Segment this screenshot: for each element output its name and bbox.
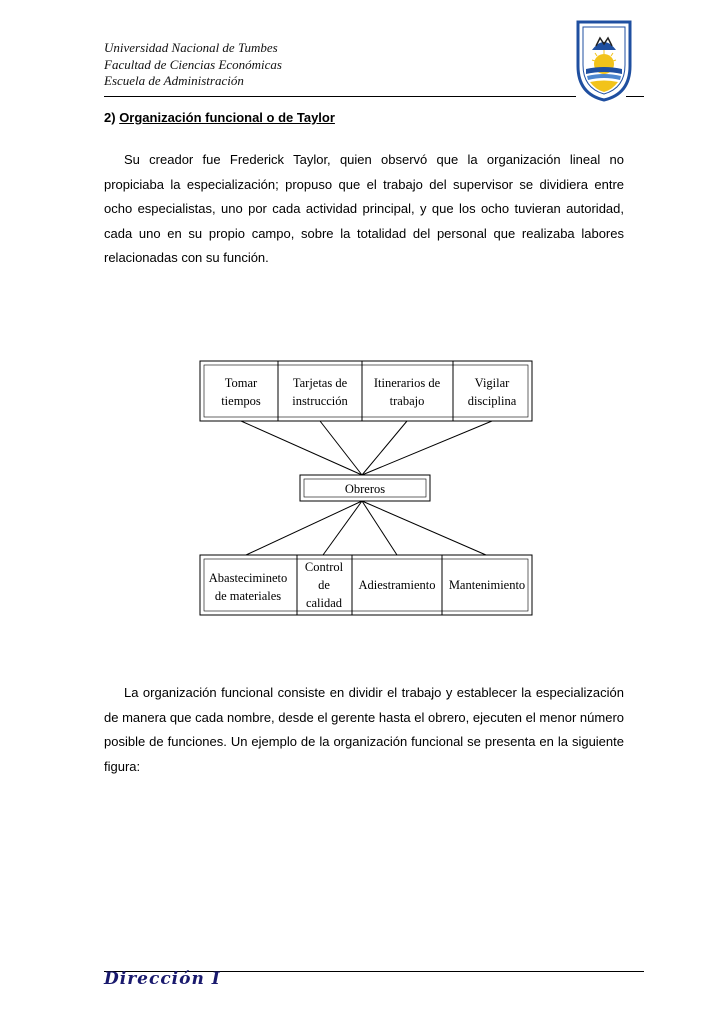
connector-lines-bottom: [246, 501, 486, 555]
box-itinerarios-line1: Itinerarios de: [373, 376, 441, 390]
box-obreros-label: Obreros: [344, 482, 386, 496]
box-tarjetas-line2: instrucción: [292, 394, 348, 408]
top-boxes: [200, 361, 532, 421]
box-vigilar-line2: disciplina: [467, 394, 517, 408]
box-control-line2: de: [318, 578, 330, 592]
box-abastecimiento-line1: Abastecimineto: [208, 571, 288, 585]
box-itinerarios-line2: trabajo: [389, 394, 425, 408]
functional-organization-diagram: [190, 355, 540, 620]
paragraph-taylor-intro: [104, 148, 624, 271]
section-number: 2): [104, 110, 116, 125]
header-university: Universidad Nacional de Tumbes: [104, 40, 278, 55]
connector-lines-top: [241, 421, 492, 475]
box-vigilar-line1: Vigilar: [474, 376, 510, 390]
box-abastecimiento-line2: de materiales: [214, 589, 282, 603]
box-control-line1: Control: [304, 560, 344, 574]
box-adiestramiento-label: Adiestramiento: [358, 578, 436, 592]
section-title: Organización funcional o de Taylor: [119, 110, 335, 125]
box-tomar-line2: tiempos: [221, 394, 261, 408]
university-seal-icon: [574, 14, 634, 104]
box-control-line3: calidad: [305, 596, 343, 610]
box-mantenimiento-label: Mantenimiento: [448, 578, 526, 592]
institution-header: [104, 40, 282, 90]
header-divider: [104, 96, 576, 97]
box-tarjetas-line1: Tarjetas de: [292, 376, 348, 390]
box-tomar-line1: Tomar: [224, 376, 258, 390]
header-faculty: Facultad de Ciencias Económicas: [104, 56, 282, 72]
footer-label: Dirección I: [104, 969, 221, 989]
header-school: Escuela de Administración: [104, 73, 244, 88]
section-heading: [104, 110, 335, 125]
paragraph-functional-definition: [104, 681, 624, 779]
paragraph-text: Su creador fue Frederick Taylor, quien observó que la organización lineal no propiciaba la especialización; propuso que el trabajo del supervisor se dividiera entre ocho especialistas, uno por cada actividad principal, y que los ocho tuvieran autoridad, cada uno en su propio campo, sobre la totalidad del personal que realizaba labores relacionadas con su función.: [104, 152, 624, 265]
paragraph-text: La organización funcional consiste en dividir el trabajo y establecer la especialización de manera que cada nombre, desde el gerente hasta el obrero, ejecuten el menor número posible de funciones. Un ejemplo de la organización funcional se presenta en la siguiente figura:: [104, 685, 624, 774]
